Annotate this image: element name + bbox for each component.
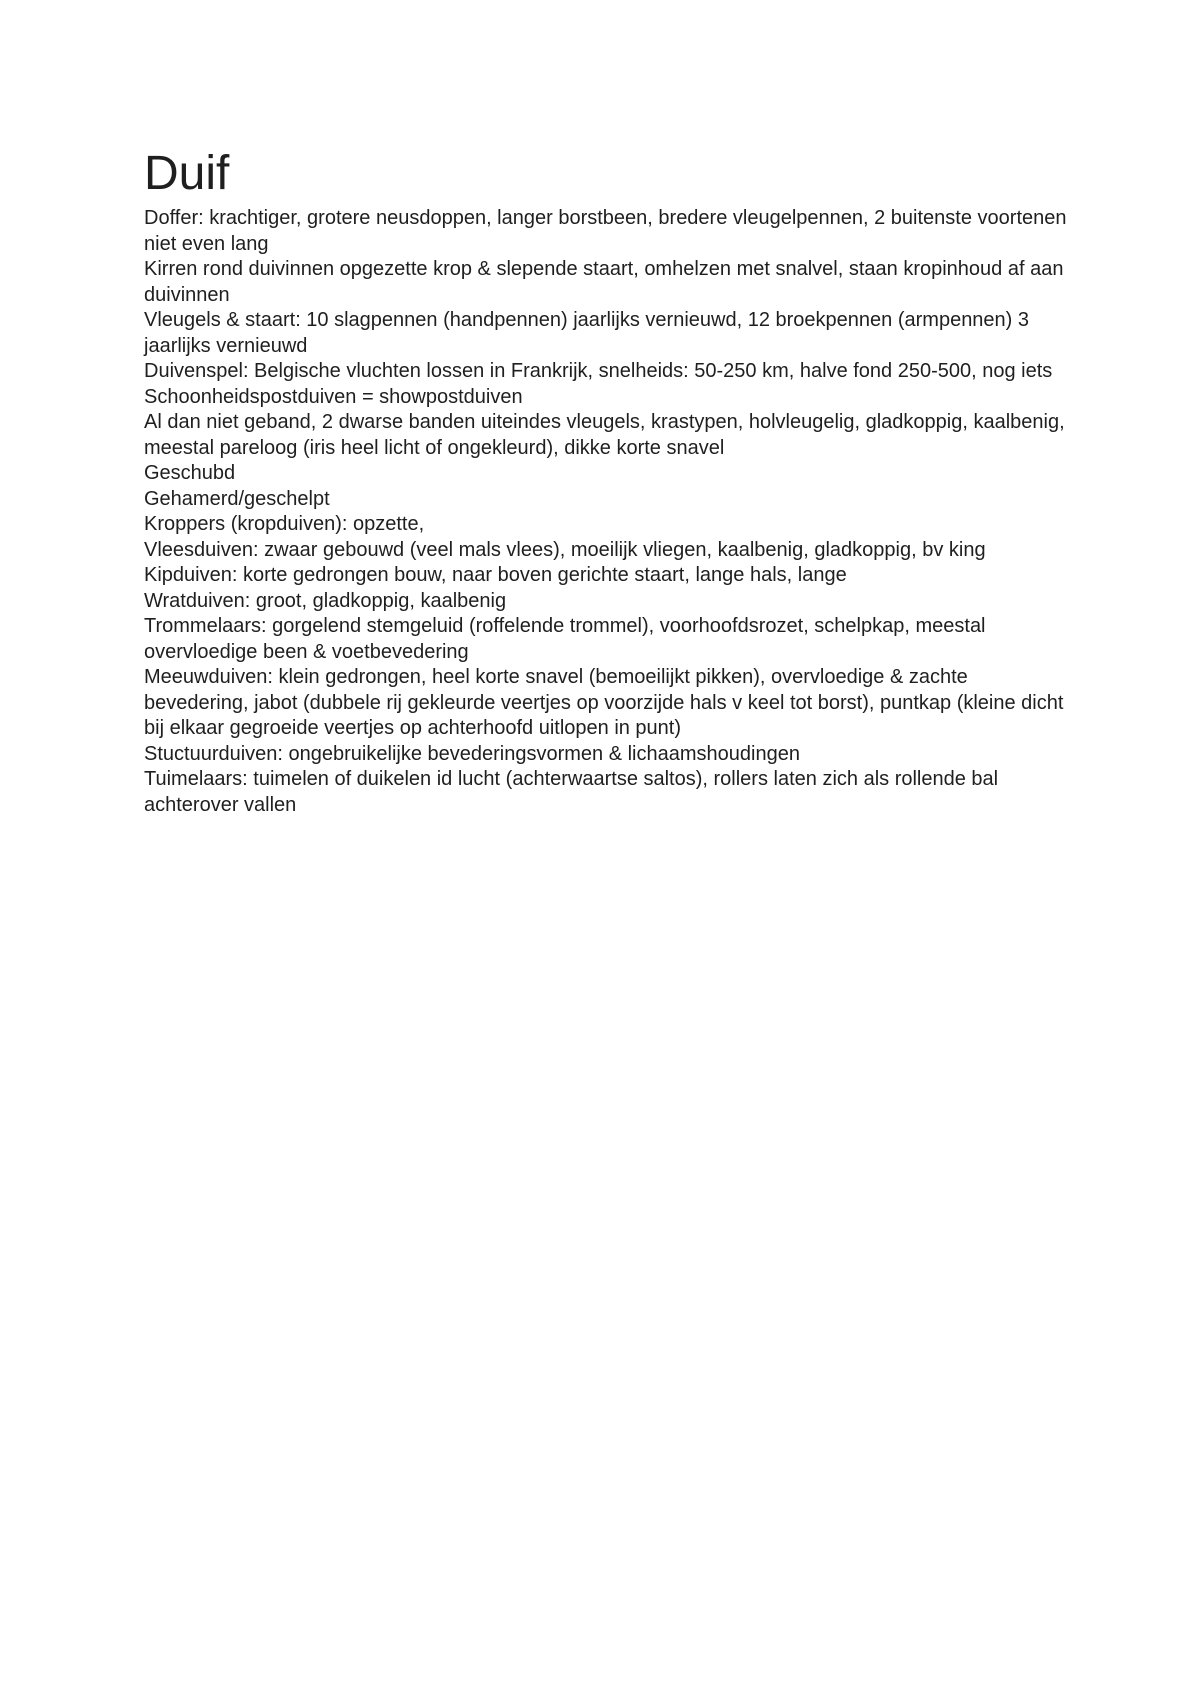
document-body — [144, 206, 1074, 818]
paragraph-line: Vleesduiven: zwaar gebouwd (veel mals vlees), moeilijk vliegen, kaalbenig, gladkoppig, bv king — [144, 538, 986, 561]
paragraph-line: Wratduiven: groot, gladkoppig, kaalbenig — [144, 589, 507, 612]
document-page — [144, 146, 1074, 818]
paragraph-line: Kirren rond duivinnen opgezette krop & slepende staart, omhelzen met snalvel, staan kropinhoud af aan duivinnen — [144, 258, 1064, 306]
paragraph-line: Kroppers (kropduiven): opzette, — [144, 513, 425, 535]
paragraph-line: Geschubd — [144, 462, 236, 484]
paragraph-line: Duivenspel: Belgische vluchten lossen in Frankrijk, snelheids: 50-250 km, halve fond 250-500, nog iets — [144, 360, 1053, 382]
paragraph-line: Al dan niet geband, 2 dwarse banden uiteindes vleugels, krastypen, holvleugelig, gladkoppig, kaalbenig, meestal pareloog (iris heel licht of ongekleurd), dikke korte snavel — [144, 411, 1065, 459]
document-title: Duif — [144, 147, 230, 200]
paragraph-line: Schoonheidspostduiven = showpostduiven — [144, 385, 523, 408]
paragraph-line: Meeuwduiven: klein gedrongen, heel korte snavel (bemoeilijkt pikken), overvloedige & zachte bevedering, jabot (dubbele rij gekleurde veertjes op voorzijde hals v keel tot borst), puntkap (kleine dicht bij elkaar gegroeide veertjes op achterhoofd uitlopen in punt) — [144, 666, 1064, 739]
paragraph-line: Vleugels & staart: 10 slagpennen (handpennen) jaarlijks vernieuwd, 12 broekpennen (armpennen) 3 jaarlijks vernieuwd — [144, 309, 1030, 357]
paragraph-line: Doffer: krachtiger, grotere neusdoppen, langer borstbeen, bredere vleugelpennen, 2 buitenste voortenen niet even lang — [144, 207, 1067, 255]
paragraph-line: Trommelaars: gorgelend stemgeluid (roffelende trommel), voorhoofdsrozet, schelpkap, meestal overvloedige been & voetbevedering — [144, 615, 986, 663]
paragraph-line: Tuimelaars: tuimelen of duikelen id lucht (achterwaartse saltos), rollers laten zich als rollende bal achterover vallen — [144, 768, 999, 816]
paragraph-line: Kipduiven: korte gedrongen bouw, naar boven gerichte staart, lange hals, lange — [144, 564, 847, 586]
paragraph-line: Gehamerd/geschelpt — [144, 487, 330, 510]
paragraph-line: Stuctuurduiven: ongebruikelijke bevederingsvormen & lichaamshoudingen — [144, 742, 800, 765]
